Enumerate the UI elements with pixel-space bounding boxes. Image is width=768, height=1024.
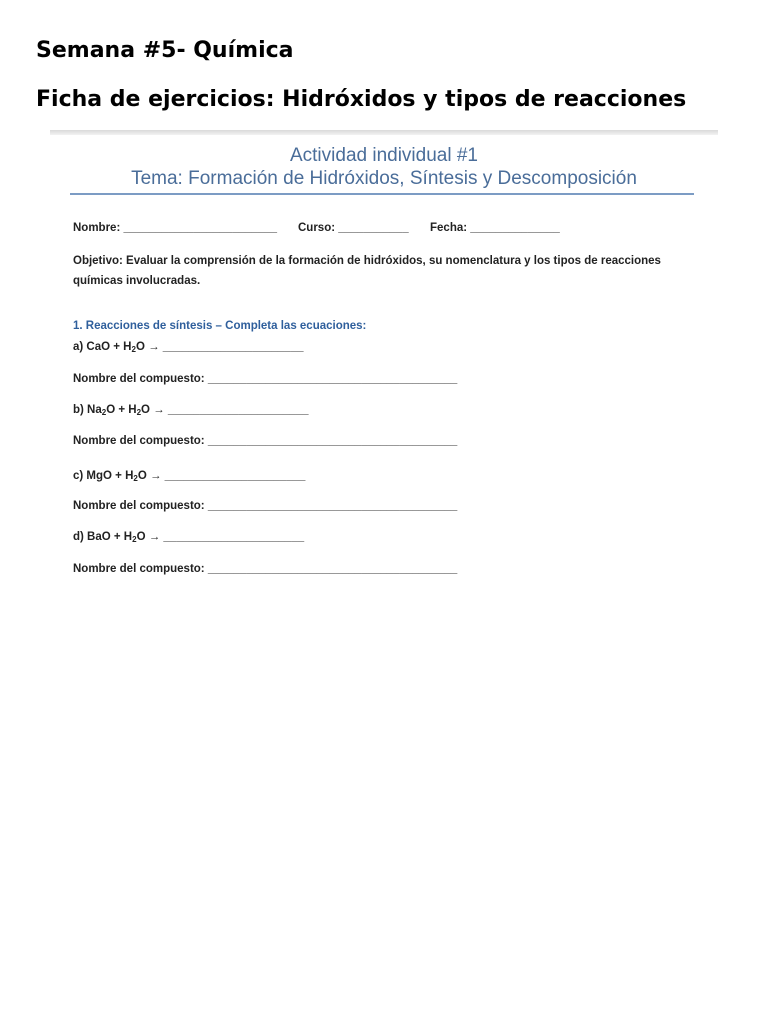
top-divider xyxy=(50,130,718,135)
name-field: Nombre: ________________________ xyxy=(73,222,277,234)
title-underline xyxy=(70,193,694,195)
compound-name-line: Nombre del compuesto: _______________________________________ xyxy=(73,500,458,512)
date-field: Fecha: ______________ xyxy=(430,222,560,234)
exercise-a: a) CaO + $H_2O$ → ______________________ xyxy=(73,341,304,354)
compound-name-line: Nombre del compuesto: _______________________________________ xyxy=(73,435,458,447)
section-title: 1. Reacciones de síntesis – Completa las ecuaciones: xyxy=(73,320,367,332)
topic-title: Tema: Formación de Hidróxidos, Síntesis y Descomposición xyxy=(131,168,637,189)
page-title: Semana #5- Química xyxy=(36,38,294,63)
worksheet-image xyxy=(50,130,718,590)
course-field: Curso: ___________ xyxy=(298,222,409,234)
compound-name-line: Nombre del compuesto: _______________________________________ xyxy=(73,563,458,575)
objective-text: Objetivo: Evaluar la comprensión de la formación de hidróxidos, su nomenclatura y los tipos de reacciones químicas involucradas. xyxy=(73,255,661,287)
exercise-d: d) BaO + $H_2O$ → ______________________ xyxy=(73,531,305,544)
activity-title: Actividad individual #1 xyxy=(289,145,478,166)
exercise-c: c) MgO + $H_2O$ → ______________________ xyxy=(73,470,306,483)
compound-name-line: Nombre del compuesto: _______________________________________ xyxy=(73,373,458,385)
exercise-b: b) $Na_2O + H_2O$ → ______________________ xyxy=(73,404,309,417)
worksheet-subtitle: Ficha de ejercicios: Hidróxidos y tipos de reacciones xyxy=(36,87,687,112)
